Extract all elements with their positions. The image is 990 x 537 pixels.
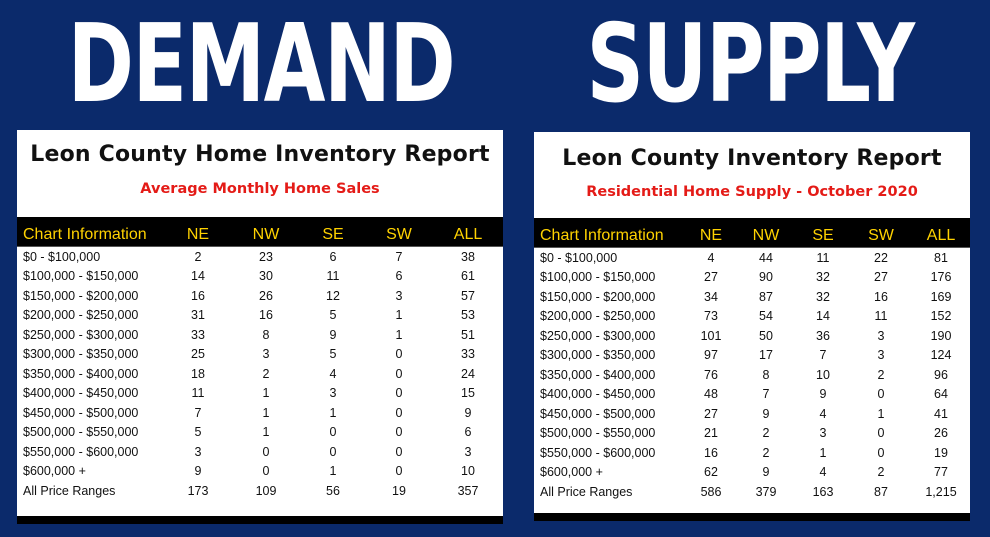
demand-price-range-cell: $550,000 - $600,000 (23, 444, 139, 459)
demand-value-cell: 0 (395, 405, 403, 420)
demand-value-cell: 173 (187, 483, 209, 498)
supply-value-cell: 9 (819, 387, 827, 402)
demand-value-cell: 0 (262, 464, 270, 479)
demand-value-cell: 16 (191, 288, 205, 303)
demand-value-cell: 9 (464, 405, 472, 420)
demand-price-range-cell: $600,000 + (23, 464, 86, 479)
supply-price-range-cell: All Price Ranges (540, 484, 633, 499)
supply-value-cell: 2 (762, 426, 770, 441)
supply-value-cell: 3 (877, 328, 885, 343)
supply-value-cell: 4 (819, 406, 827, 421)
demand-col-header: SE (322, 226, 344, 243)
demand-col-header: NE (186, 226, 210, 243)
supply-value-cell: 96 (934, 367, 948, 382)
supply-value-cell: 152 (930, 309, 952, 324)
supply-price-range-cell: $250,000 - $300,000 (540, 328, 656, 343)
supply-table-row (534, 287, 970, 307)
demand-value-cell: 3 (262, 347, 270, 362)
demand-value-cell: 4 (329, 366, 337, 381)
supply-subtitle: Residential Home Supply - October 2020 (586, 184, 918, 200)
demand-value-cell: 24 (461, 366, 475, 381)
supply-value-cell: 81 (912, 248, 970, 268)
demand-value-cell: 31 (191, 308, 205, 323)
demand-table-row (17, 267, 503, 287)
demand-table-row (17, 481, 503, 503)
supply-value-cell: 97 (704, 348, 718, 363)
supply-table-row (534, 365, 970, 385)
demand-footer-bar (17, 516, 503, 524)
supply-col-header: SE (812, 227, 834, 244)
supply-table-row (534, 404, 970, 424)
demand-value-cell: 1 (329, 405, 337, 420)
demand-value-cell: 5 (329, 347, 337, 362)
supply-col-header: ALL (926, 227, 956, 244)
supply-col-header: SW (868, 227, 894, 244)
supply-value-cell: 2 (762, 445, 770, 460)
demand-value-cell: 109 (255, 483, 277, 498)
demand-table-row (17, 306, 503, 326)
supply-value-cell: 169 (930, 289, 952, 304)
demand-value-cell: 6 (301, 247, 365, 267)
supply-table-row (534, 268, 970, 288)
supply-value-cell: 32 (816, 270, 830, 285)
supply-value-cell: 0 (877, 387, 885, 402)
demand-value-cell: 1 (395, 327, 403, 342)
supply-price-range-cell: $100,000 - $150,000 (540, 270, 656, 285)
supply-value-cell: 4 (819, 465, 827, 480)
demand-table (17, 224, 503, 503)
supply-col-header: NW (752, 227, 780, 244)
supply-value-cell: 2 (877, 367, 885, 382)
supply-panel (534, 132, 970, 521)
demand-price-range-cell: $0 - $100,000 (17, 247, 165, 267)
supply-title: Leon County Inventory Report (562, 146, 942, 171)
demand-value-cell: 1 (262, 405, 270, 420)
demand-value-cell: 0 (262, 444, 270, 459)
demand-value-cell: 57 (461, 288, 475, 303)
supply-value-cell: 586 (700, 484, 722, 499)
supply-value-cell: 50 (759, 328, 773, 343)
supply-table-row (534, 346, 970, 366)
supply-value-cell: 11 (796, 248, 850, 268)
supply-price-range-cell: $400,000 - $450,000 (540, 387, 656, 402)
demand-value-cell: 0 (395, 425, 403, 440)
supply-value-cell: 1 (819, 445, 827, 460)
supply-value-cell: 3 (877, 348, 885, 363)
demand-table-row (17, 442, 503, 462)
demand-value-cell: 33 (461, 347, 475, 362)
demand-value-cell: 18 (191, 366, 205, 381)
demand-table-row (17, 345, 503, 365)
demand-headline: DEMAND (67, 2, 455, 127)
demand-price-range-cell: $450,000 - $500,000 (23, 405, 139, 420)
demand-panel (17, 130, 503, 524)
supply-value-cell: 190 (930, 328, 952, 343)
supply-value-cell: 1,215 (925, 484, 957, 499)
demand-table-row (17, 247, 503, 267)
demand-value-cell: 25 (191, 347, 205, 362)
supply-value-cell: 14 (816, 309, 830, 324)
demand-value-cell: 1 (329, 464, 337, 479)
demand-value-cell: 9 (194, 464, 202, 479)
supply-value-cell: 34 (704, 289, 718, 304)
demand-value-cell: 53 (461, 308, 475, 323)
demand-value-cell: 15 (461, 386, 475, 401)
demand-value-cell: 11 (191, 386, 205, 401)
demand-value-cell: 61 (461, 269, 475, 284)
supply-value-cell: 76 (704, 367, 718, 382)
supply-value-cell: 379 (755, 484, 777, 499)
supply-value-cell: 8 (762, 367, 770, 382)
supply-value-cell: 27 (704, 270, 718, 285)
demand-value-cell: 1 (395, 308, 403, 323)
supply-value-cell: 27 (874, 270, 888, 285)
demand-value-cell: 12 (326, 288, 340, 303)
demand-table-row (17, 423, 503, 443)
demand-col-header: NW (252, 226, 280, 243)
supply-table-row (534, 463, 970, 483)
demand-table-row (17, 403, 503, 423)
demand-price-range-cell: $100,000 - $150,000 (23, 269, 139, 284)
supply-value-cell: 27 (704, 406, 718, 421)
demand-value-cell: 5 (329, 308, 337, 323)
supply-table-row (534, 326, 970, 346)
demand-divider (17, 217, 503, 224)
supply-value-cell: 163 (812, 484, 834, 499)
demand-value-cell: 0 (395, 464, 403, 479)
demand-value-cell: 56 (326, 483, 340, 498)
demand-value-cell: 2 (165, 247, 231, 267)
supply-value-cell: 17 (759, 348, 773, 363)
demand-price-range-cell: $350,000 - $400,000 (23, 366, 139, 381)
supply-value-cell: 21 (704, 426, 718, 441)
demand-value-cell: 10 (461, 464, 475, 479)
demand-value-cell: 0 (395, 366, 403, 381)
supply-value-cell: 19 (934, 445, 948, 460)
demand-value-cell: 0 (395, 386, 403, 401)
supply-value-cell: 48 (704, 387, 718, 402)
supply-price-range-cell: $350,000 - $400,000 (540, 367, 656, 382)
supply-footer-bar (534, 513, 970, 521)
demand-price-range-cell: All Price Ranges (23, 483, 116, 498)
supply-price-range-cell: $200,000 - $250,000 (540, 309, 656, 324)
demand-price-range-cell: $300,000 - $350,000 (23, 347, 139, 362)
supply-value-cell: 54 (759, 309, 773, 324)
demand-value-cell: 0 (395, 444, 403, 459)
supply-value-cell: 36 (816, 328, 830, 343)
supply-value-cell: 101 (700, 328, 722, 343)
demand-value-cell: 33 (191, 327, 205, 342)
demand-value-cell: 2 (262, 366, 270, 381)
supply-table-row (534, 443, 970, 463)
supply-col-header: NE (699, 227, 723, 244)
demand-value-cell: 3 (464, 444, 472, 459)
demand-subtitle: Average Monthly Home Sales (140, 181, 380, 197)
demand-title: Leon County Home Inventory Report (30, 142, 490, 167)
supply-value-cell: 2 (877, 465, 885, 480)
supply-value-cell: 124 (930, 348, 952, 363)
supply-table-row (534, 424, 970, 444)
demand-value-cell: 3 (395, 288, 403, 303)
supply-value-cell: 176 (930, 270, 952, 285)
supply-table-row (534, 307, 970, 327)
supply-price-range-cell: $500,000 - $550,000 (540, 426, 656, 441)
supply-headline: SUPPLY (586, 2, 914, 127)
supply-value-cell: 62 (704, 465, 718, 480)
demand-col-header: SW (386, 226, 412, 243)
demand-price-range-cell: $250,000 - $300,000 (23, 327, 139, 342)
supply-price-range-cell: $450,000 - $500,000 (540, 406, 656, 421)
supply-value-cell: 77 (934, 465, 948, 480)
demand-value-cell: 7 (365, 247, 433, 267)
demand-table-row (17, 384, 503, 404)
supply-table-row (534, 385, 970, 405)
supply-value-cell: 44 (736, 248, 796, 268)
demand-value-cell: 0 (329, 444, 337, 459)
supply-value-cell: 10 (816, 367, 830, 382)
demand-value-cell: 0 (329, 425, 337, 440)
demand-value-cell: 16 (259, 308, 273, 323)
demand-value-cell: 23 (231, 247, 301, 267)
demand-value-cell: 6 (395, 269, 403, 284)
supply-value-cell: 87 (759, 289, 773, 304)
supply-value-cell: 9 (762, 406, 770, 421)
supply-value-cell: 90 (759, 270, 773, 285)
supply-value-cell: 73 (704, 309, 718, 324)
demand-table-row (17, 286, 503, 306)
supply-table-row (534, 482, 970, 504)
supply-value-cell: 11 (874, 309, 888, 324)
demand-col-header: Chart Information (23, 226, 147, 243)
supply-value-cell: 41 (934, 406, 948, 421)
demand-value-cell: 8 (262, 327, 270, 342)
supply-table-row (534, 248, 970, 268)
demand-value-cell: 51 (461, 327, 475, 342)
demand-value-cell: 11 (326, 269, 340, 284)
supply-price-range-cell: $600,000 + (540, 465, 603, 480)
demand-header-row (17, 224, 503, 247)
supply-header-row (534, 225, 970, 248)
supply-value-cell: 0 (877, 445, 885, 460)
demand-value-cell: 26 (259, 288, 273, 303)
demand-value-cell: 7 (194, 405, 202, 420)
supply-value-cell: 4 (686, 248, 736, 268)
supply-price-range-cell: $0 - $100,000 (534, 248, 686, 268)
supply-value-cell: 7 (819, 348, 827, 363)
demand-value-cell: 0 (395, 347, 403, 362)
supply-price-range-cell: $150,000 - $200,000 (540, 289, 656, 304)
supply-value-cell: 7 (762, 387, 770, 402)
demand-price-range-cell: $200,000 - $250,000 (23, 308, 139, 323)
demand-value-cell: 1 (262, 425, 270, 440)
supply-value-cell: 3 (819, 426, 827, 441)
supply-value-cell: 22 (850, 248, 912, 268)
supply-divider (534, 218, 970, 225)
demand-value-cell: 14 (191, 269, 205, 284)
demand-value-cell: 3 (194, 444, 202, 459)
demand-table-body (17, 247, 503, 503)
demand-value-cell: 38 (433, 247, 503, 267)
demand-value-cell: 3 (329, 386, 337, 401)
demand-table-row (17, 462, 503, 482)
demand-value-cell: 19 (392, 483, 406, 498)
supply-col-header: Chart Information (540, 227, 664, 244)
supply-table (534, 225, 970, 504)
demand-price-range-cell: $500,000 - $550,000 (23, 425, 139, 440)
supply-value-cell: 1 (877, 406, 885, 421)
demand-table-row (17, 325, 503, 345)
demand-value-cell: 1 (262, 386, 270, 401)
demand-value-cell: 357 (457, 483, 479, 498)
supply-value-cell: 16 (704, 445, 718, 460)
demand-value-cell: 9 (329, 327, 337, 342)
demand-value-cell: 6 (464, 425, 472, 440)
demand-value-cell: 5 (194, 425, 202, 440)
supply-price-range-cell: $300,000 - $350,000 (540, 348, 656, 363)
supply-value-cell: 32 (816, 289, 830, 304)
demand-price-range-cell: $150,000 - $200,000 (23, 288, 139, 303)
supply-value-cell: 64 (934, 387, 948, 402)
supply-value-cell: 9 (762, 465, 770, 480)
supply-price-range-cell: $550,000 - $600,000 (540, 445, 656, 460)
supply-table-body (534, 248, 970, 504)
supply-value-cell: 16 (874, 289, 888, 304)
supply-value-cell: 87 (874, 484, 888, 499)
demand-table-row (17, 364, 503, 384)
demand-col-header: ALL (453, 226, 483, 243)
supply-value-cell: 26 (934, 426, 948, 441)
demand-value-cell: 30 (259, 269, 273, 284)
supply-value-cell: 0 (877, 426, 885, 441)
demand-price-range-cell: $400,000 - $450,000 (23, 386, 139, 401)
